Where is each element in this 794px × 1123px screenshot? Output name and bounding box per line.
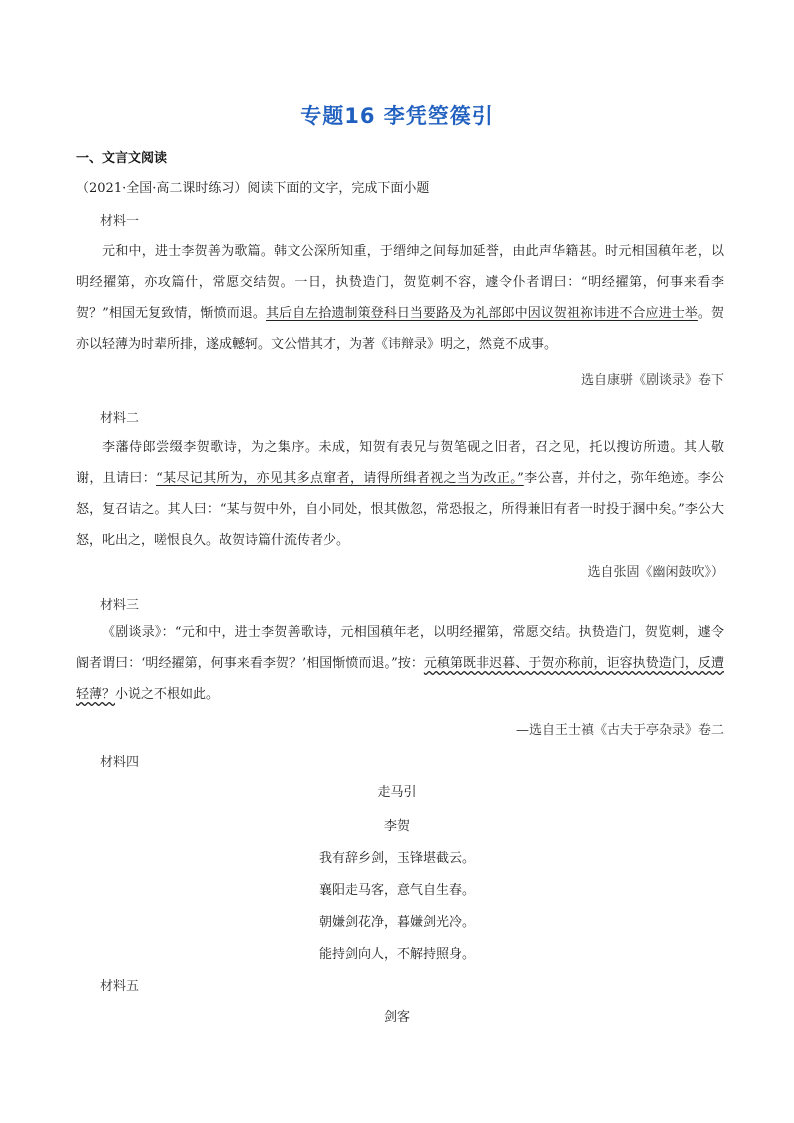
- material-3-source: —选自王士禛《古夫于亭杂录》卷二: [515, 723, 724, 738]
- material-2-label: 材料二: [100, 411, 140, 426]
- question-intro: （2021·全国·高二课时练习）阅读下面的文字，完成下面小题: [76, 181, 430, 196]
- page-title: 专题16 李凭箜篌引: [300, 104, 494, 128]
- material-2-text-part2: 李公喜，并付之，弥年绝迹。李公怒，复召诘之。其人曰：“某与贺中外，自小同处，恨其傲忽，常恐报之，所得兼旧有者一时投于溷中矣。”李公大怒，叱出之，嗟恨良久。故贺诗篇什流传者少。: [76, 471, 724, 548]
- material-3-text-part1: 《剧谈录》：“元和中，进士李贺善歌诗，元相国稹年老，以明经擢第，常愿交结。执贽造门，贺览刺，遽令阍者谓曰：‘明经擢第，何事来看李贺？’相国惭愤而退。”按：: [76, 625, 724, 671]
- section-heading: 一、文言文阅读: [76, 151, 168, 166]
- material-1-text-part1: 元和中，进士李贺善为歌篇。韩文公深所知重，于缙绅之间每加延誉，由此声华籍甚。时元相国稹年老，以明经擢第，亦攻篇什，常愿交结贺。一日，执贽造门，贺览刺不容，遽令仆者谓曰：“明经擢第，何事来看李贺？”相国无复致情，惭愤而退。: [76, 244, 724, 321]
- material-2-text: [76, 432, 724, 556]
- poem-line: 能持剑向人，不解持照身。: [318, 947, 475, 962]
- poem-line: 我有辞乡剑，玉锋堪截云。: [318, 851, 475, 866]
- material-2-source: 选自张固《幽闲鼓吹》）: [587, 565, 724, 580]
- material-3-label: 材料三: [100, 598, 140, 613]
- material-2-text-part1: 李藩侍郎尝缀李贺歌诗，为之集序。未成，知贺有表兄与贺笔砚之旧者，召之见，托以搜访所遗。其人敬谢，且请曰：: [76, 440, 724, 486]
- poem-line: 襄阳走马客，意气自生春。: [318, 883, 475, 898]
- material-4-label: 材料四: [100, 755, 140, 770]
- material-1-text-part2: 。贺亦以轻薄为时辈所排，遂成轗轲。文公惜其才，为著《讳辩录》明之，然竟不成事。: [76, 306, 724, 352]
- poem-author: 李贺: [383, 819, 410, 834]
- material-1-text: [76, 236, 724, 360]
- material-2-underlined: “某尽记其所为，亦见其多点窜者，请得所缉者视之当为改正。”: [156, 471, 524, 486]
- material-1-source: 选自康骈《剧谈录》卷下: [580, 373, 724, 388]
- material-3-text-part2: 小说之不根如此。: [115, 687, 220, 702]
- material-1-label: 材料一: [100, 214, 140, 229]
- material-3-underlined: 元稹第既非迟暮、于贺亦称前，讵容执贽造门，反遭轻薄？: [76, 656, 724, 702]
- poem-title: 走马引: [377, 785, 417, 800]
- material-5-label: 材料五: [100, 979, 140, 994]
- material-3-text: [76, 617, 724, 710]
- material-1-underlined: 其后自左拾遗制策登科日当要路及为礼部郎中因议贺祖祢讳进不合应进士举: [265, 306, 698, 321]
- poem-line: 朝嫌剑花净，暮嫌剑光冷。: [318, 915, 475, 930]
- poem-title-2: 剑客: [383, 1010, 410, 1025]
